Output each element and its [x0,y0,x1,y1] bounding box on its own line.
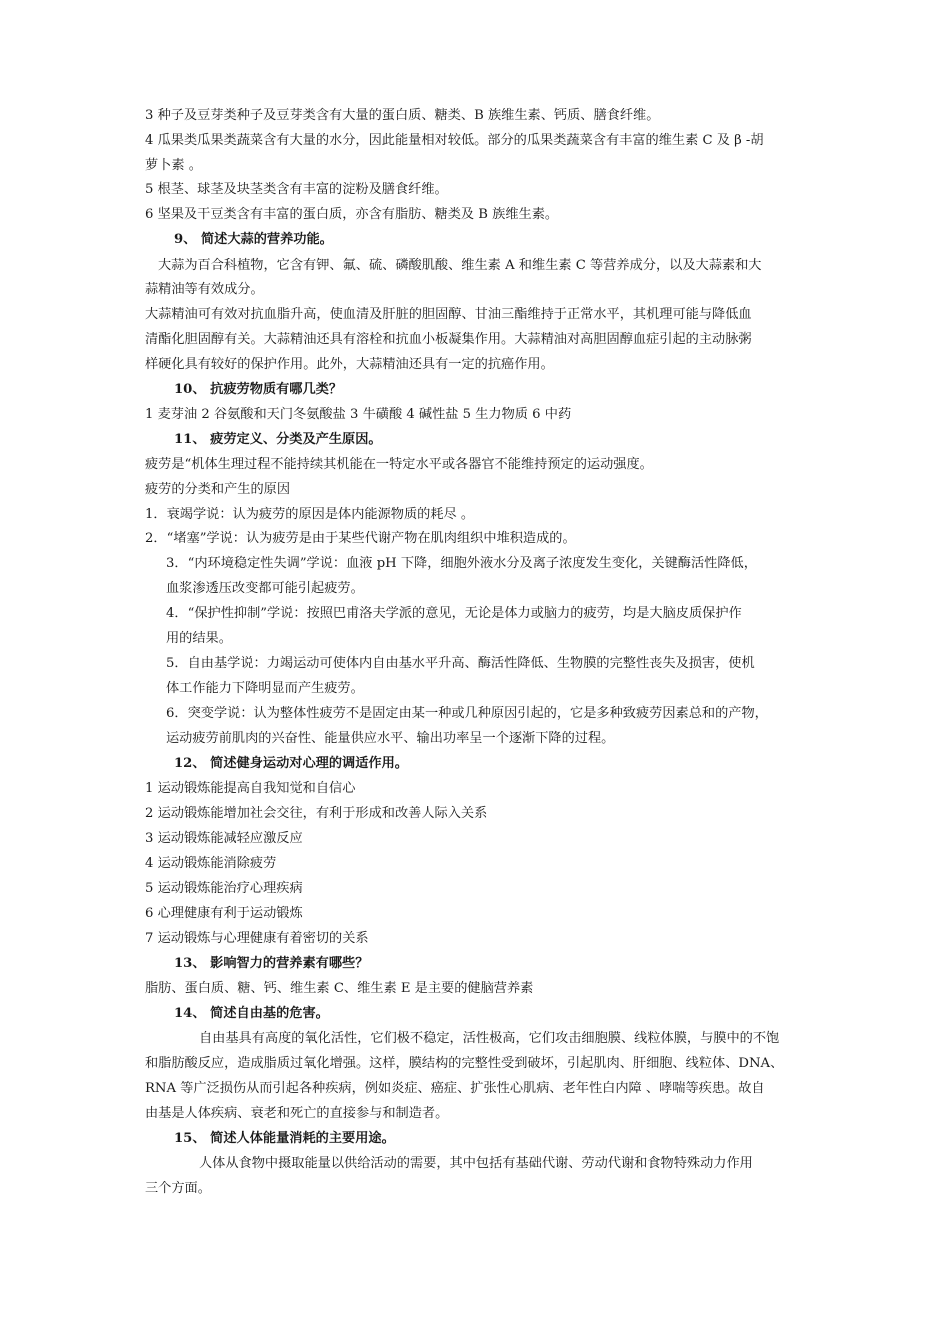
paragraph-line: 大蒜精油可有效对抗血脂升高，使血清及肝脏的胆固醇、甘油三酯维持于正常水平，其机理可能与降低血 [145,307,752,322]
list-item: 7 运动锻炼与心理健康有着密切的关系 [145,931,369,946]
list-item: 3 运动锻炼能减轻应激反应 [145,831,303,846]
paragraph-line: 由基是人体疾病、衰老和死亡的直接参与和制造者。 [145,1106,449,1121]
section-heading: 15、 简述人体能量消耗的主要用途。 [174,1131,395,1146]
section-heading: 11、 疲劳定义、分类及产生原因。 [174,432,382,447]
list-item: 6 心理健康有利于运动锻炼 [145,906,303,921]
list-item: 5 根茎、球茎及块茎类含有丰富的淀粉及膳食纤维。 [145,182,448,197]
list-item: 用的结果。 [166,631,232,646]
list-item: 2 运动锻炼能增加社会交往，有利于形成和改善人际入关系 [145,806,488,821]
list-item: 4 瓜果类瓜果类蔬菜含有大量的水分，因此能量相对较低。部分的瓜果类蔬菜含有丰富的维生素 C 及 β -胡 [145,133,764,148]
paragraph-line: 疲劳是“机体生理过程不能持续其机能在一特定水平或各器官不能维持预定的运动强度。 [145,457,653,472]
paragraph-line: 人体从食物中摄取能量以供给活动的需要，其中包括有基础代谢、劳动代谢和食物特殊动力作用 [199,1156,753,1171]
paragraph-line: 样硬化具有较好的保护作用。此外，大蒜精油还具有一定的抗癌作用。 [145,357,554,372]
list-item: 运动疲劳前肌肉的兴奋性、能量供应水平、输出功率呈一个逐渐下降的过程。 [166,731,615,746]
list-item: 3 种子及豆芽类种子及豆芽类含有大量的蛋白质、糖类、B 族维生素、钙质、膳食纤维。 [145,108,660,123]
section-heading: 14、 简述自由基的危害。 [174,1006,329,1021]
section-heading: 10、 抗疲劳物质有哪几类？ [174,382,343,397]
section-heading: 12、 简述健身运动对心理的调适作用。 [174,756,408,771]
list-item: 体工作能力下降明显而产生疲劳。 [166,681,364,696]
paragraph-line: 和脂肪酸反应，造成脂质过氧化增强。这样，膜结构的完整性受到破坏，引起肌肉、肝细胞、线粒体、DNA、 [145,1056,784,1071]
paragraph-line: 清酯化胆固醇有关。大蒜精油还具有溶栓和抗血小板凝集作用。大蒜精油对高胆固醇血症引起的主动脉粥 [145,332,752,347]
list-item: 血浆渗透压改变都可能引起疲劳。 [166,581,364,596]
paragraph-line: RNA 等广泛损伤从而引起各种疾病，例如炎症、癌症、扩张性心肌病、老年性白内障 、哮喘等疾患。故自 [145,1081,765,1096]
list-item: 4．“保护性抑制”学说：按照巴甫洛夫学派的意见，无论是体力或脑力的疲劳，均是大脑皮质保护作 [166,606,742,621]
list-item: 1 运动锻炼能提高自我知觉和自信心 [145,781,356,796]
paragraph-line: 大蒜为百合科植物，它含有钾、氟、硫、磷酸肌酸、维生素 A 和维生素 C 等营养成分，以及大蒜素和大 [158,258,762,273]
list-item: 2．“堵塞”学说：认为疲劳是由于某些代谢产物在肌肉组织中堆积造成的。 [145,531,576,546]
section-heading: 9、 简述大蒜的营养功能。 [174,232,333,247]
list-item: 4 运动锻炼能消除疲劳 [145,856,277,871]
list-item: 6．突变学说：认为整体性疲劳不是固定由某一种或几种原因引起的，它是多种致疲劳因素总和的产物， [166,706,768,721]
list-item: 6 坚果及干豆类含有丰富的蛋白质，亦含有脂肪、糖类及 B 族维生素。 [145,207,559,222]
paragraph-line: 疲劳的分类和产生的原因 [145,482,291,497]
paragraph-line: 三个方面。 [145,1181,211,1196]
list-item: 5 运动锻炼能治疗心理疾病 [145,881,303,896]
paragraph-line: 脂肪、蛋白质、糖、钙、维生素 C、维生素 E 是主要的健脑营养素 [145,981,534,996]
section-heading: 13、 影响智力的营养素有哪些？ [174,956,369,971]
paragraph-line: 蒜精油等有效成分。 [145,282,264,297]
list-item: 萝卜素 。 [145,158,202,173]
list-item: 3．“内环境稳定性失调”学说：血液 pH 下降，细胞外液水分及离子浓度发生变化，关键酶活性降低， [166,556,757,571]
list-item: 5．自由基学说：力竭运动可使体内自由基水平升高、酶活性降低、生物膜的完整性丧失及损害，使机 [166,656,755,671]
list-item: 1．衰竭学说：认为疲劳的原因是体内能源物质的耗尽 。 [145,507,475,522]
paragraph-line: 自由基具有高度的氧化活性，它们极不稳定，活性极高，它们攻击细胞膜、线粒体膜，与膜中的不饱 [199,1031,780,1046]
paragraph-line: 1 麦芽油 2 谷氨酸和天门冬氨酸盐 3 牛磺酸 4 碱性盐 5 生力物质 6 中药 [145,407,572,422]
